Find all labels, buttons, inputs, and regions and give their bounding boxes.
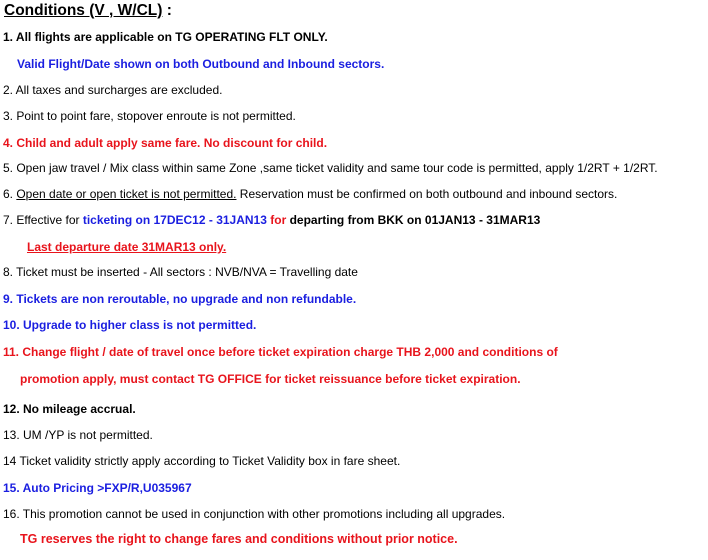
- condition-9: 9. Tickets are non reroutable, no upgrade and non refundable.: [3, 292, 357, 306]
- condition-6-number: 6.: [3, 187, 17, 201]
- condition-7-ticketing: ticketing on 17DEC12 - 31JAN13: [82, 213, 267, 227]
- condition-1-note: Valid Flight/Date shown on both Outbound and Inbound sectors.: [17, 57, 385, 71]
- title-suffix: :: [162, 2, 172, 19]
- condition-6: [3, 187, 617, 201]
- condition-15: 15. Auto Pricing >FXP/R,U035967: [3, 481, 192, 495]
- condition-5: 5. Open jaw travel / Mix class within same Zone ,same ticket validity and same tour code is permitted, apply 1/2RT + 1/2RT.: [3, 161, 658, 175]
- footer-notice: TG reserves the right to change fares and conditions without prior notice.: [20, 532, 458, 546]
- condition-13: 13. UM /YP is not permitted.: [3, 428, 153, 442]
- condition-11-cont: promotion apply, must contact TG OFFICE for ticket reissuance before ticket expiration.: [20, 372, 521, 386]
- condition-11: 11. Change flight / date of travel once before ticket expiration charge THB 2,000 and conditions of: [3, 345, 558, 359]
- condition-7-prefix: 7. Effective for: [3, 213, 83, 227]
- condition-8: 8. Ticket must be inserted - All sectors : NVB/NVA = Travelling date: [3, 265, 358, 279]
- condition-10: 10. Upgrade to higher class is not permitted.: [3, 318, 257, 332]
- condition-3: 3. Point to point fare, stopover enroute is not permitted.: [3, 109, 296, 123]
- condition-2: 2. All taxes and surcharges are excluded.: [3, 83, 223, 97]
- condition-16: 16. This promotion cannot be used in conjunction with other promotions including all upgrades.: [3, 507, 506, 521]
- condition-4: 4. Child and adult apply same fare. No discount for child.: [3, 136, 328, 150]
- condition-6-underlined: Open date or open ticket is not permitted.: [16, 187, 237, 201]
- title-text: Conditions (V , W/CL): [4, 2, 163, 19]
- page-title: [4, 2, 172, 20]
- condition-7-last-departure: Last departure date 31MAR13 only.: [27, 240, 227, 254]
- condition-1: 1. All flights are applicable on TG OPERATING FLT ONLY.: [3, 30, 328, 44]
- condition-7-for: for: [266, 213, 290, 227]
- condition-7: [3, 213, 540, 227]
- condition-12: 12. No mileage accrual.: [3, 402, 136, 416]
- condition-6-rest: Reservation must be confirmed on both outbound and inbound sectors.: [236, 187, 618, 201]
- condition-7-departing: departing from BKK on 01JAN13 - 31MAR13: [289, 213, 541, 227]
- condition-14: 14 Ticket validity strictly apply according to Ticket Validity box in fare sheet.: [3, 454, 401, 468]
